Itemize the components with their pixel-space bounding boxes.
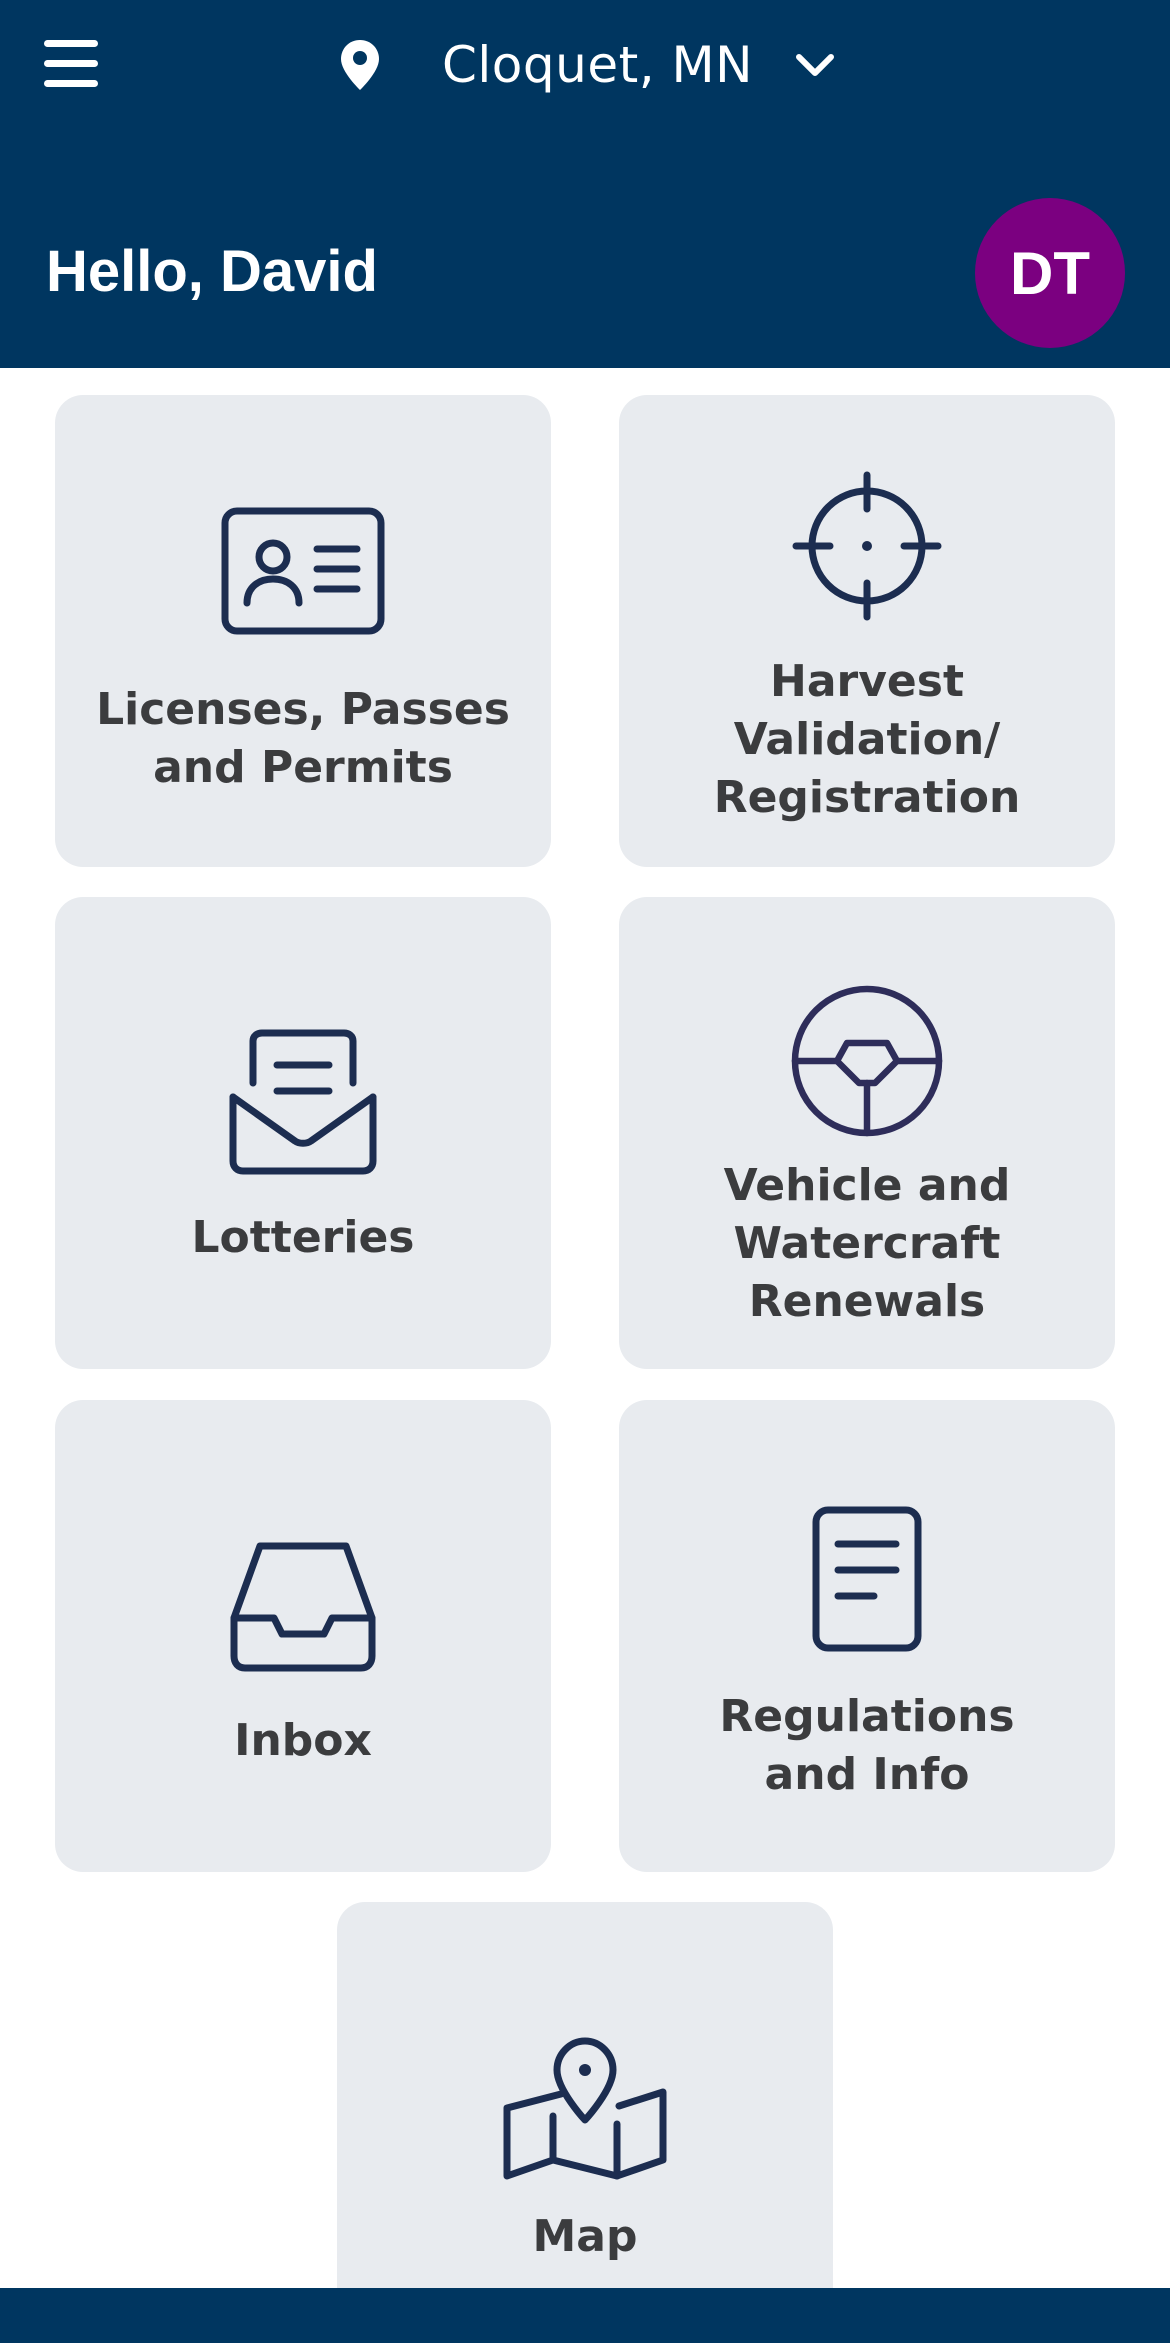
map-pin-icon [340,37,388,93]
inbox-tray-icon [55,1542,551,1672]
steering-wheel-icon [619,983,1115,1139]
bottom-bar [0,2288,1170,2343]
tile-map[interactable] [337,1902,833,2288]
tile-label: Lotteries [191,1212,415,1263]
greeting-text: Hello, David [46,239,378,304]
tile-label: Licenses, Passes and Permits [96,684,510,793]
location-name: Cloquet, MN [442,36,754,94]
location-selector[interactable] [340,28,839,102]
tile-label: Map [532,2211,638,2262]
crosshair-icon [619,471,1115,621]
tile-label: Inbox [234,1715,372,1766]
avatar[interactable]: DT [975,198,1125,348]
hamburger-menu-icon[interactable] [44,40,100,90]
envelope-ticket-icon [55,1029,551,1177]
top-header [0,0,1170,368]
tile-label: Regulations and Info [719,1691,1015,1800]
tile-vehicle-watercraft-renewals[interactable] [619,897,1115,1369]
id-card-icon [55,507,551,635]
tile-harvest-validation[interactable] [619,395,1115,867]
tile-regulations-info[interactable] [619,1400,1115,1872]
tile-licenses-passes-permits[interactable] [55,395,551,867]
chevron-down-icon [795,50,839,80]
tile-label: Vehicle and Watercraft Renewals [723,1160,1011,1327]
tile-lotteries[interactable] [55,897,551,1369]
tile-label: Harvest Validation/ Registration [713,656,1021,823]
tile-inbox[interactable] [55,1400,551,1872]
document-icon [619,1506,1115,1652]
map-icon [337,2036,833,2182]
